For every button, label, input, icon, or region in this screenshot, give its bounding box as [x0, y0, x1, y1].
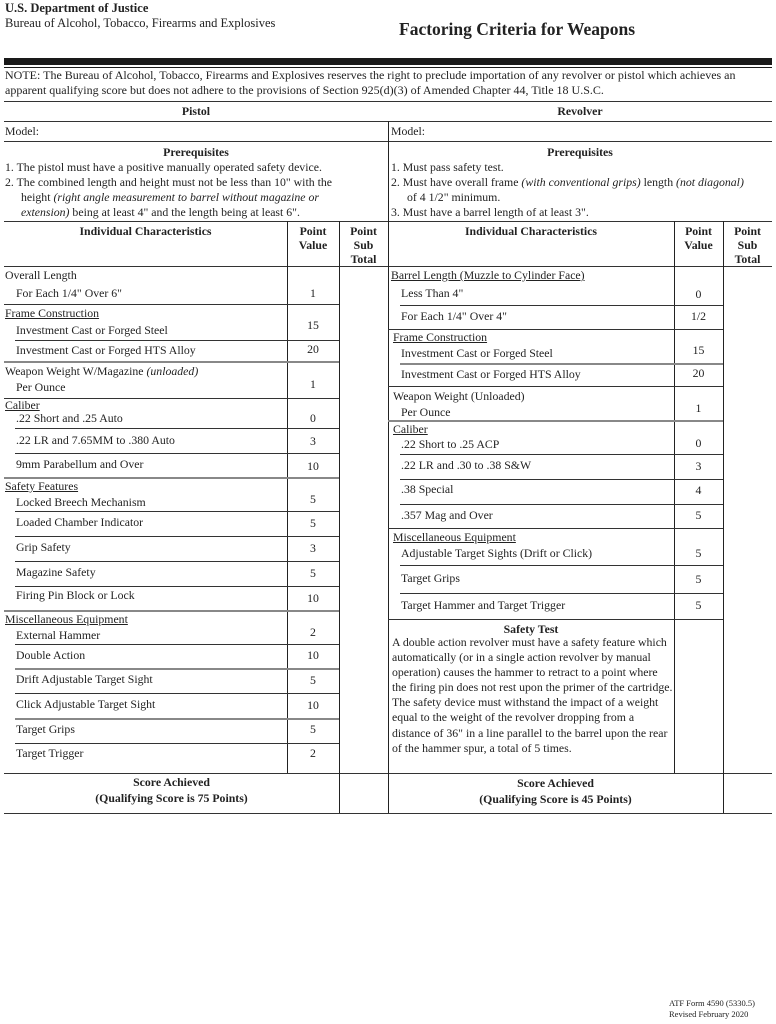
pistol-weight-title-italic: (unloaded) — [146, 364, 199, 378]
pistol-item-value: 3 — [310, 434, 316, 448]
revolver-item-value: 4 — [695, 483, 702, 497]
pistol-item-label: For Each 1/4" Over 6" — [16, 286, 122, 300]
revolver-prereq-2 — [391, 175, 744, 189]
revolver-item-value: 15 — [692, 343, 705, 357]
pistol-col-point-value-line2: Value — [298, 238, 328, 252]
revolver-section-frame: Frame Construction — [393, 330, 488, 344]
pistol-prereq-2-cont — [21, 190, 319, 204]
revolver-prereq-1: 1. Must pass safety test. — [391, 160, 504, 174]
revolver-prereq-3: 3. Must have a barrel length of at least 3". — [391, 205, 589, 219]
revolver-prereq-2-text: 2. Must have overall frame — [391, 175, 522, 189]
pistol-item-label: Magazine Safety — [16, 565, 96, 579]
pistol-item-value: 5 — [310, 722, 316, 736]
revolver-section-caliber: Caliber — [393, 422, 428, 436]
revolver-col-subtotal-line3: Total — [734, 252, 761, 266]
pistol-section-overall-length: Overall Length — [5, 268, 77, 282]
pistol-section-misc: Miscellaneous Equipment — [5, 612, 128, 626]
safety-test-text: A double action revolver must have a safety feature which automatically (or in a single action revolver by manual operation) causes the hammer to retract to a point where the firing pin does not rest upon the primer of the cartridge. The safety device must withstand the impact of a weight equal to the weight of the revolver dropping from a distance of 36" in a line parallel to the barrel upon the rear of the hammer spur, a total of 5 times. — [392, 635, 673, 755]
revolver-item-value: 1 — [695, 401, 702, 415]
revolver-item-value: 20 — [692, 366, 705, 380]
pistol-heading: Pistol — [181, 104, 211, 118]
pistol-item-label: Target Trigger — [16, 746, 84, 760]
revolver-item-value: 1/2 — [690, 309, 707, 323]
pistol-item-value: 2 — [310, 746, 316, 760]
pistol-weight-title: Weapon Weight W/Magazine — [5, 364, 147, 378]
pistol-item-value: 0 — [310, 411, 316, 425]
pistol-section-caliber: Caliber — [5, 398, 40, 412]
pistol-item-label: 9mm Parabellum and Over — [16, 457, 144, 471]
pistol-item-label: Firing Pin Block or Lock — [16, 588, 135, 602]
revolver-section-misc: Miscellaneous Equipment — [393, 530, 516, 544]
importation-note: NOTE: The Bureau of Alcohol, Tobacco, Firearms and Explosives reserves the right to preclude importation of any revolver or pistol which achieves an apparent qualifying score but does not adhere to the provisions of Section 925(d)(3) of Amended Chapter 44, Title 18 U.S.C. — [5, 68, 736, 97]
pistol-col-characteristics: Individual Characteristics — [79, 224, 212, 238]
pistol-item-value: 3 — [310, 541, 316, 555]
revolver-prereq-2-italic: (with conventional grips) — [521, 175, 641, 189]
form-revision: Revised February 2020 — [669, 1009, 749, 1019]
pistol-item-value: 2 — [310, 625, 316, 639]
pistol-col-subtotal-line2: Sub — [353, 238, 374, 252]
safety-test-heading: Safety Test — [503, 622, 559, 636]
pistol-item-value: 10 — [307, 698, 319, 712]
pistol-item-label: External Hammer — [16, 628, 101, 642]
pistol-model-label: Model: — [5, 124, 40, 138]
revolver-item-value: 0 — [695, 436, 702, 450]
revolver-item-value: 5 — [695, 572, 702, 586]
pistol-qualifying-score: (Qualifying Score is 75 Points) — [95, 791, 248, 805]
revolver-item-label: Adjustable Target Sights (Drift or Click) — [401, 546, 593, 560]
revolver-prerequisites-heading: Prerequisites — [547, 145, 613, 159]
revolver-item-label: Less Than 4" — [401, 286, 464, 300]
revolver-item-label: For Each 1/4" Over 4" — [401, 309, 507, 323]
pistol-item-value: 10 — [307, 648, 319, 662]
pistol-section-weight — [5, 364, 198, 378]
revolver-model-field[interactable] — [436, 122, 771, 140]
revolver-item-label: Target Grips — [401, 571, 460, 585]
pistol-item-value: 10 — [307, 459, 319, 473]
revolver-item-label: .22 Short to .25 ACP — [401, 437, 500, 451]
pistol-col-subtotal-line3: Total — [350, 252, 377, 266]
pistol-model-field[interactable] — [50, 122, 386, 140]
pistol-prereq-2-italic: (right angle measurement to barrel without magazine or — [53, 190, 319, 204]
pistol-item-label: Double Action — [16, 648, 86, 662]
pistol-section-frame: Frame Construction — [5, 306, 100, 320]
revolver-item-label: Investment Cast or Forged Steel — [401, 346, 553, 360]
pistol-prereq-2-italic-2: extension) — [21, 205, 70, 219]
form-number: ATF Form 4590 (5330.5) — [669, 998, 755, 1008]
revolver-prereq-2-italic-2: (not diagonal) — [676, 175, 744, 189]
pistol-item-value: 5 — [310, 566, 316, 580]
revolver-model-label: Model: — [391, 124, 426, 138]
pistol-prereq-2-end — [21, 205, 300, 219]
pistol-item-label: Investment Cast or Forged HTS Alloy — [16, 343, 196, 357]
pistol-prereq-2-text-2: being at least 4" and the length being at least 6". — [69, 205, 300, 219]
pistol-col-subtotal — [339, 224, 388, 266]
revolver-col-subtotal — [723, 224, 772, 266]
revolver-col-point-value-line1: Point — [685, 224, 712, 238]
revolver-score-label: Score Achieved — [517, 776, 594, 790]
pistol-item-label: Loaded Chamber Indicator — [16, 515, 144, 529]
pistol-item-label: Click Adjustable Target Sight — [16, 697, 156, 711]
revolver-prereq-2-cont: of 4 1/2" minimum. — [407, 190, 501, 204]
revolver-heading: Revolver — [557, 104, 603, 118]
revolver-section-weight: Weapon Weight (Unloaded) — [393, 389, 525, 403]
pistol-item-value: 5 — [310, 492, 316, 506]
revolver-item-label: .22 LR and .30 to .38 S&W — [401, 458, 532, 472]
revolver-subtotal-column[interactable] — [724, 267, 771, 772]
pistol-item-label: .22 Short and .25 Auto — [16, 411, 123, 425]
pistol-prerequisites-heading: Prerequisites — [163, 145, 229, 159]
pistol-prereq-2-text: height — [21, 190, 54, 204]
revolver-item-label: .357 Mag and Over — [401, 508, 493, 522]
pistol-score-field[interactable] — [340, 774, 387, 812]
pistol-item-label: Per Ounce — [16, 380, 66, 394]
department-name: U.S. Department of Justice — [5, 1, 149, 15]
header-divider-thick — [4, 58, 772, 65]
revolver-item-value: 5 — [695, 598, 702, 612]
pistol-item-label: Locked Breech Mechanism — [16, 495, 146, 509]
pistol-section-safety: Safety Features — [5, 479, 79, 493]
pistol-item-value: 15 — [307, 318, 319, 332]
revolver-item-value: 0 — [695, 287, 702, 301]
revolver-item-label: .38 Special — [401, 482, 454, 496]
pistol-item-label: Target Grips — [16, 722, 75, 736]
pistol-item-label: Investment Cast or Forged Steel — [16, 323, 168, 337]
revolver-col-point-value-line2: Value — [684, 238, 713, 252]
pistol-item-label: Drift Adjustable Target Sight — [16, 672, 153, 686]
pistol-item-value: 1 — [310, 377, 316, 391]
revolver-item-label: Investment Cast or Forged HTS Alloy — [401, 367, 581, 381]
revolver-col-subtotal-line2: Sub — [737, 238, 758, 252]
revolver-item-value: 3 — [695, 459, 702, 473]
revolver-col-characteristics: Individual Characteristics — [464, 224, 598, 238]
pistol-item-value: 10 — [307, 591, 319, 605]
pistol-score-label: Score Achieved — [133, 775, 210, 789]
revolver-section-barrel: Barrel Length (Muzzle to Cylinder Face) — [391, 268, 585, 282]
pistol-col-subtotal-line1: Point — [350, 224, 377, 238]
revolver-qualifying-score: (Qualifying Score is 45 Points) — [479, 792, 632, 806]
bureau-name: Bureau of Alcohol, Tobacco, Firearms and Explosives — [5, 16, 276, 30]
pistol-col-point-value — [287, 224, 339, 252]
pistol-item-label: Grip Safety — [16, 540, 71, 554]
pistol-subtotal-column[interactable] — [340, 267, 387, 772]
revolver-item-label: Per Ounce — [401, 405, 451, 419]
pistol-col-point-value-line1: Point — [299, 224, 327, 238]
revolver-prereq-2-mid: length — [640, 175, 677, 189]
pistol-item-value: 1 — [310, 286, 316, 300]
page-title: Factoring Criteria for Weapons — [399, 19, 636, 39]
revolver-item-value: 5 — [695, 546, 702, 560]
pistol-item-label: .22 LR and 7.65MM to .380 Auto — [16, 433, 175, 447]
pistol-item-value: 5 — [310, 516, 316, 530]
form-footer — [669, 998, 755, 1020]
pistol-prereq-1: 1. The pistol must have a positive manually operated safety device. — [5, 160, 322, 174]
pistol-prereq-2: 2. The combined length and height must not be less than 10" with the — [5, 175, 332, 189]
revolver-col-subtotal-line1: Point — [734, 224, 761, 238]
pistol-item-value: 20 — [307, 342, 319, 356]
revolver-item-value: 5 — [695, 508, 702, 522]
revolver-item-label: Target Hammer and Target Trigger — [401, 598, 566, 612]
revolver-score-field[interactable] — [724, 774, 771, 812]
pistol-item-value: 5 — [310, 673, 316, 687]
revolver-col-point-value — [674, 224, 723, 252]
